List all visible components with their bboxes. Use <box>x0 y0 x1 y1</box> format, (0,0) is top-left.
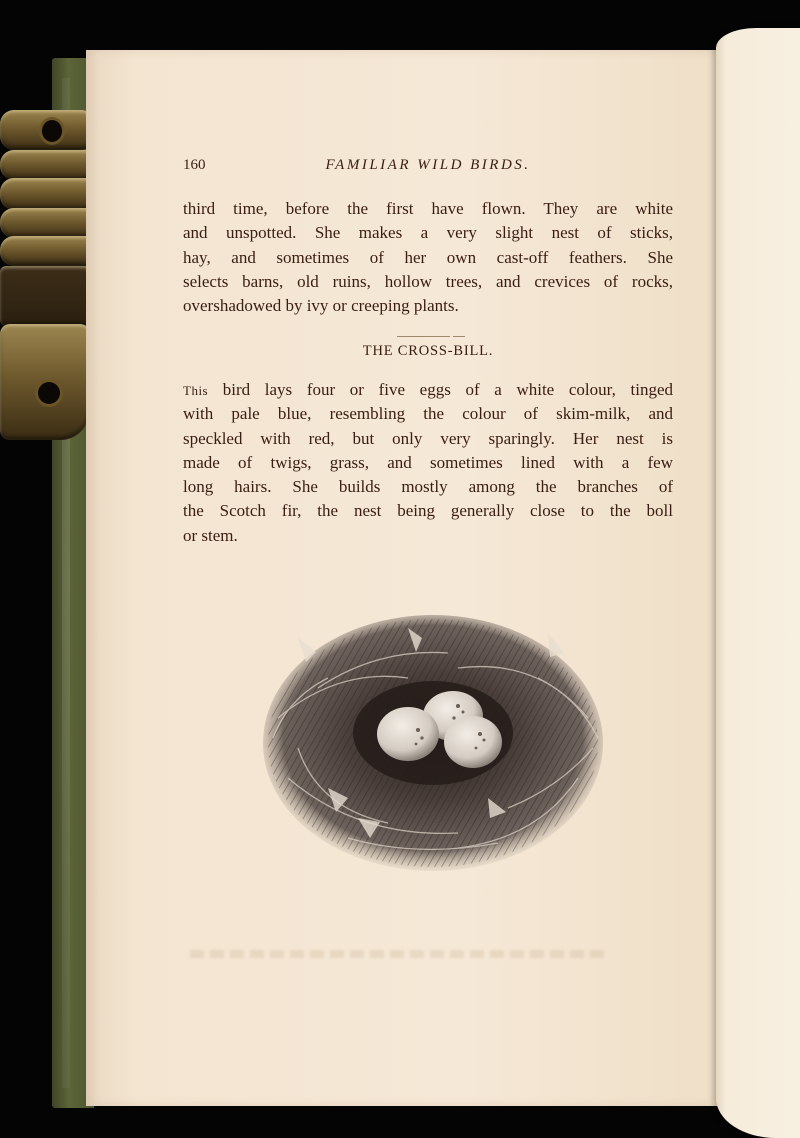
text-line: with pale blue, resembling the colour of skim-milk, and <box>183 404 673 424</box>
text-line: overshadowed by ivy or creeping plants. <box>183 296 459 316</box>
text-line: long hairs. She builds mostly among the branches of <box>183 477 673 497</box>
text-line: the Scotch fir, the nest being generally close to the boll <box>183 501 673 521</box>
section-heading: THE CROSS-BILL. <box>362 343 494 359</box>
previous-section-paragraph <box>183 197 673 318</box>
show-through-text <box>190 950 610 958</box>
egg-icon <box>377 707 439 761</box>
text-line-first: This bird lays four or five eggs of a white colour, tinged <box>183 380 673 399</box>
text-line: third time, before the first have flown. They are white <box>183 199 673 218</box>
page-number: 160 <box>183 157 206 173</box>
cross-bill-paragraph <box>183 378 673 548</box>
facing-page-edge <box>716 28 800 1138</box>
egg-icon <box>444 716 502 768</box>
text-line: speckled with red, but only very sparingly. Her nest is <box>183 428 673 448</box>
section-divider <box>397 336 465 337</box>
text-line: or stem. <box>183 525 238 545</box>
small-caps-opening: This <box>183 383 209 398</box>
text-line: made of twigs, grass, and sometimes lined with a few <box>183 452 673 472</box>
nest-engraving <box>258 608 608 874</box>
text-line: and unspotted. She makes a very slight nest of sticks, <box>183 223 673 243</box>
running-head <box>183 157 673 181</box>
text-line: selects barns, old ruins, hollow trees, and crevices of rocks, <box>183 271 673 291</box>
text-line: hay, and sometimes of her own cast-off feathers. She <box>183 247 673 267</box>
running-title: FAMILIAR WILD BIRDS. <box>325 157 531 173</box>
